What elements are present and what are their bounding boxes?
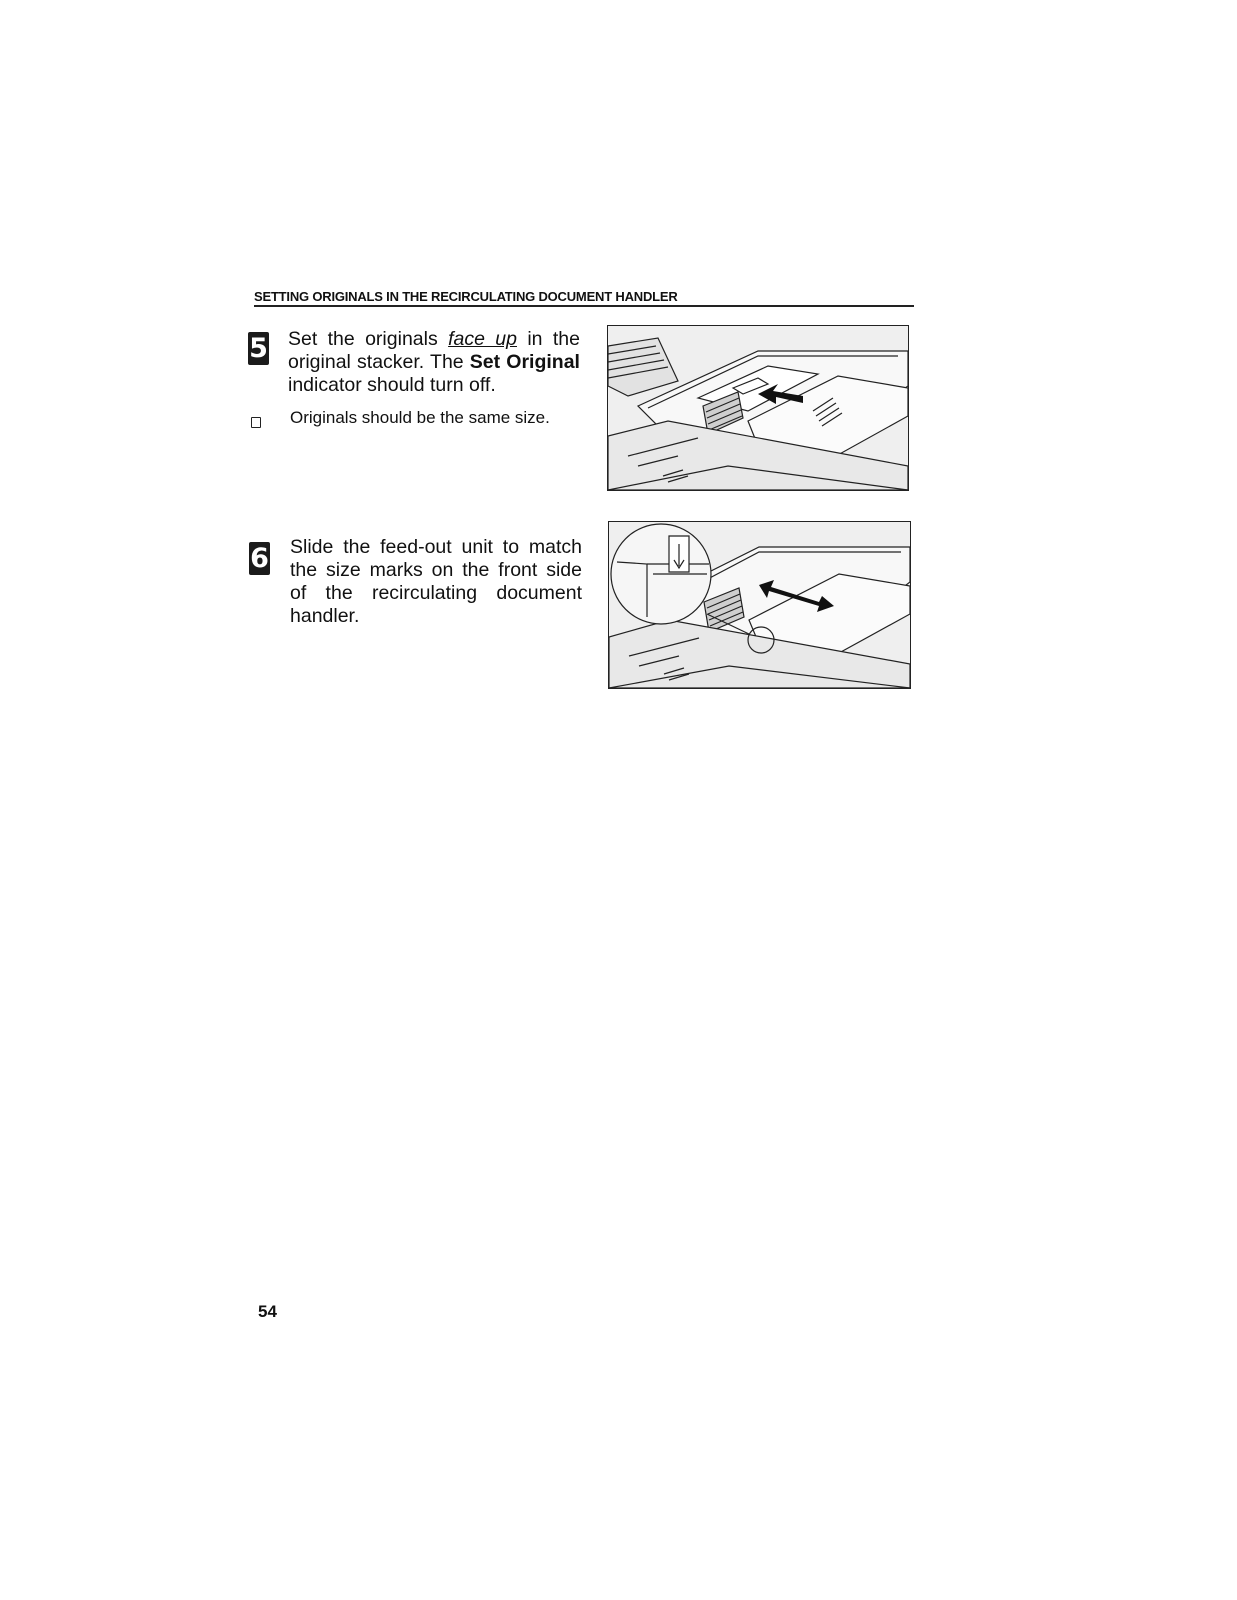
step-5-note: Originals should be the same size. bbox=[290, 408, 550, 427]
step-5-text-before: Set the originals bbox=[288, 328, 449, 350]
document-handler-illustration-1 bbox=[608, 326, 908, 490]
document-handler-illustration-2 bbox=[609, 522, 910, 688]
step-6-number-icon: 6 bbox=[250, 543, 269, 574]
step-5-instruction bbox=[288, 328, 580, 397]
step-5-text-middle: in the original stacker. The bbox=[288, 328, 580, 373]
step-5-emphasis: face up bbox=[448, 328, 517, 350]
page-number: 54 bbox=[258, 1302, 277, 1321]
checkbox-bullet-icon bbox=[251, 417, 261, 428]
figure-feed-out-unit bbox=[608, 521, 911, 689]
step-5-number-icon: 5 bbox=[249, 333, 268, 364]
step-6-instruction: Slide the feed-out unit to match the size marks on the front side of the recirculating document handler. bbox=[290, 536, 582, 627]
step-5-text-after: indicator should turn off. bbox=[288, 374, 496, 396]
page-header: SETTING ORIGINALS IN THE RECIRCULATING DOCUMENT HANDLER bbox=[254, 290, 914, 307]
figure-set-originals bbox=[607, 325, 909, 491]
step-5-indicator-name: Set Original bbox=[469, 351, 580, 373]
